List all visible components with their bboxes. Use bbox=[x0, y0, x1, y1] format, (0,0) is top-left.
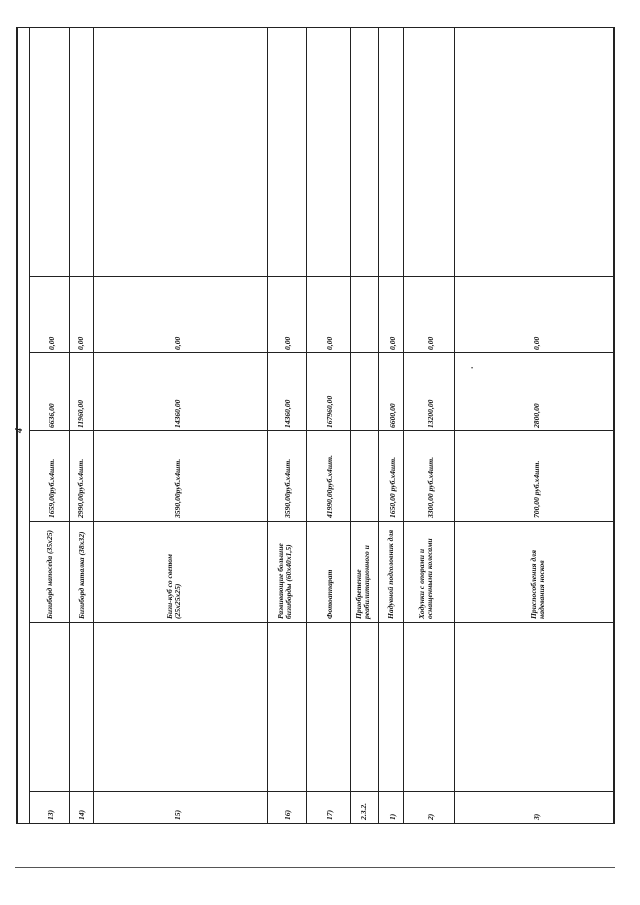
row-number: 13) bbox=[45, 809, 55, 820]
total-amount: 2800,00 bbox=[531, 403, 541, 428]
row-number: 17) bbox=[324, 809, 334, 820]
item-name: Надувной подголовник для bbox=[385, 529, 395, 619]
item-name: Ходунки с опорами и оснащенными колесами bbox=[416, 538, 434, 619]
row-number: 15) bbox=[172, 809, 182, 820]
rotated-table bbox=[16, 27, 614, 824]
unit-price: 3300,00 руб.х4шт. bbox=[425, 456, 435, 518]
row-number: 14) bbox=[76, 809, 86, 820]
row-number: 3) bbox=[531, 813, 541, 820]
item-name: Развивающие большие бизиборды (60х40х1,5) bbox=[275, 543, 293, 619]
extra-amount: 0,00 bbox=[75, 336, 85, 350]
unit-price: 1659,00руб.х4шт. bbox=[46, 458, 56, 518]
item-name: Бизи-куб со светом (25х25х25) bbox=[164, 553, 182, 619]
unit-price: 3590,00руб.х4шт. bbox=[282, 458, 292, 518]
unit-price: 700,00 руб.х4шт. bbox=[531, 460, 541, 518]
unit-price: 41990,00руб.х4шт. bbox=[324, 454, 334, 518]
section-name: Приобретение реабилитационного и bbox=[353, 545, 371, 619]
item-name: Бизиборд напоседа (35х25) bbox=[44, 529, 54, 619]
stray-mark: • bbox=[471, 366, 474, 372]
extra-amount: 0,00 bbox=[46, 336, 56, 350]
section-number: 2.3.2. bbox=[358, 802, 368, 820]
row-number: 16) bbox=[282, 809, 292, 820]
total-amount: 167960,00 bbox=[324, 395, 334, 428]
extra-amount: 0,00 bbox=[282, 336, 292, 350]
extra-amount: 0,00 bbox=[425, 336, 435, 350]
total-amount: 6600,00 bbox=[387, 403, 397, 428]
unit-price: 2990,00руб.х4шт. bbox=[75, 458, 85, 518]
total-amount: 6636,00 bbox=[46, 403, 56, 428]
extra-amount: 0,00 bbox=[531, 336, 541, 350]
total-amount: 14360,00 bbox=[172, 399, 182, 428]
extra-amount: 0,00 bbox=[172, 336, 182, 350]
extra-amount: 0,00 bbox=[324, 336, 334, 350]
unit-price: 3590,00руб.х4шт. bbox=[172, 458, 182, 518]
total-amount: 13200,00 bbox=[425, 399, 435, 428]
item-name: Бизиборд каталка (38х32) bbox=[76, 531, 86, 619]
row-number: 2) bbox=[425, 813, 435, 820]
total-amount: 14360,00 bbox=[282, 399, 292, 428]
page-number: 4 bbox=[14, 428, 25, 433]
extra-amount: 0,00 bbox=[387, 336, 397, 350]
row-number: 1) bbox=[387, 813, 397, 820]
item-name: Фотоаппарат bbox=[324, 569, 334, 619]
item-name: Приспособления для надевания носков bbox=[528, 550, 546, 619]
total-amount: 11960,00 bbox=[75, 399, 85, 428]
bottom-rule bbox=[15, 867, 615, 868]
unit-price: 1650,00 руб.х4шт. bbox=[387, 456, 397, 518]
